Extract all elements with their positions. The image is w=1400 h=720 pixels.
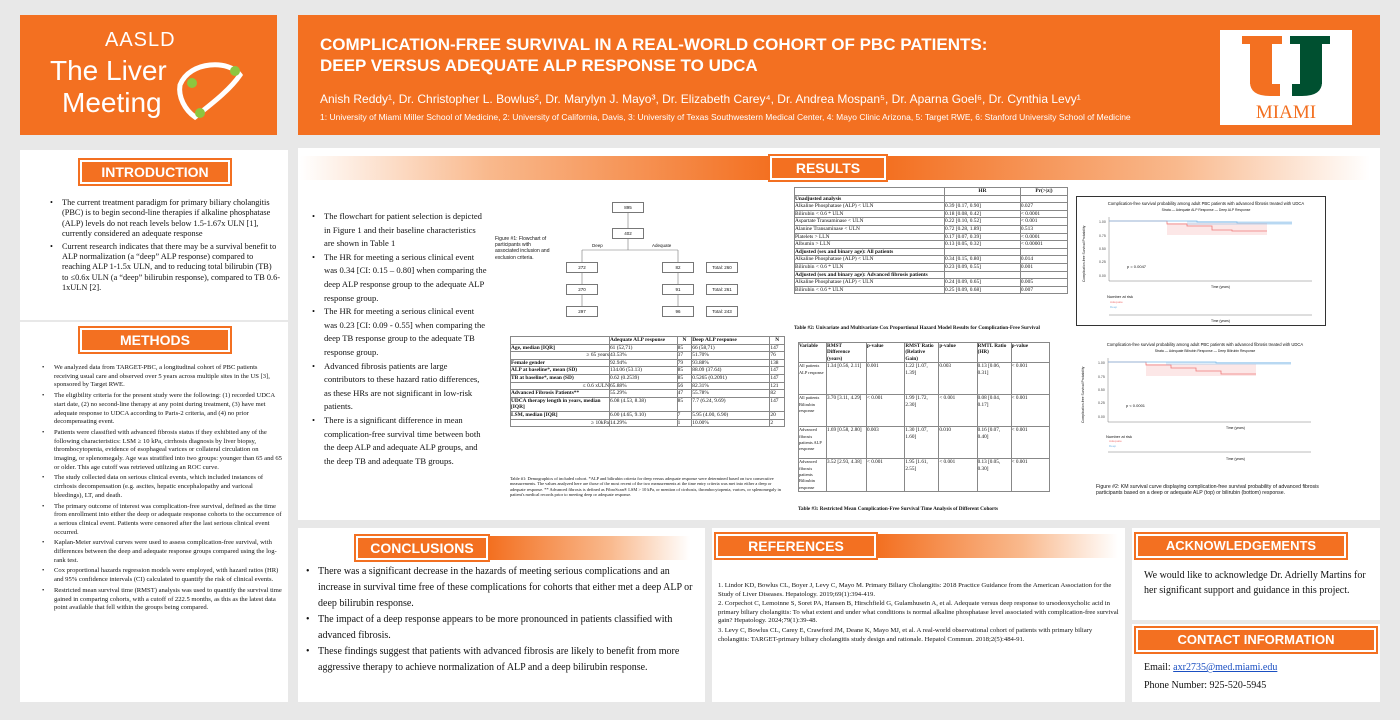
table1-header-row — [511, 337, 785, 345]
table-row — [795, 263, 1068, 271]
references-heading: REFERENCES — [716, 534, 876, 558]
km-plot-bilirubin — [1076, 338, 1326, 468]
table-cell: 55.78% — [692, 390, 770, 398]
table-row — [511, 382, 785, 390]
table-cell: 47 — [677, 390, 692, 398]
table-cell: 51.70% — [692, 352, 770, 360]
references-banner — [878, 534, 1118, 558]
table-cell: 0.17 [0.07, 0.39] — [945, 233, 1021, 241]
table-cell: 0.39 [0.17, 0.90] — [945, 203, 1021, 211]
table-cell: 0.001 — [1020, 263, 1067, 271]
results-bullet: • The flowchart for patient selection is depicted in Figure 1 and their baseline characteristics are shown in Table 1 — [312, 210, 487, 251]
table-cell: 2 — [770, 419, 785, 427]
umiami-wordmark: MIAMI — [1255, 102, 1317, 123]
table-cell: 66 (58,71) — [692, 344, 770, 352]
flow-box: 270 — [566, 284, 598, 295]
table-cell: 0.18 [0.08, 0.42] — [945, 210, 1021, 218]
table-cell: 0.62 (0.2539) — [609, 374, 677, 382]
table-cell — [1020, 248, 1067, 256]
svg-text:0.25: 0.25 — [1098, 401, 1105, 405]
table-cell: 76 — [770, 352, 785, 360]
table-cell: Platelets > LLN — [795, 233, 945, 241]
affiliations: 1: University of Miami Miller School of Medicine, 2: University of California, Davis, 3: University of Texas Southwestern Medical Center, 4: Mayo Clinic Arizona, 5: Target RWE, 6: Stanford University School of Medicine — [320, 112, 1131, 122]
references-panel — [712, 528, 1125, 702]
svg-text:0.00: 0.00 — [1099, 274, 1106, 278]
table-cell: Bilirubin < 0.6 * ULN — [795, 263, 945, 271]
table-cell: 0.24 [0.09, 0.65] — [945, 279, 1021, 287]
table-cell: Adjusted (sex and binary age): Advanced fibrosis patients — [795, 271, 945, 279]
table-row — [511, 367, 785, 375]
table-row — [795, 271, 1068, 279]
table-cell: 0.014 — [1020, 256, 1067, 264]
table-cell: 88.09 (37.64) — [692, 367, 770, 375]
table-cell: 147 — [770, 367, 785, 375]
table-cell: Alkaline Phosphatase (ALP) < ULN — [795, 203, 945, 211]
km-legend: Strata — Adequate Bilirubin Response — Deep Bilirubin Response — [1154, 349, 1256, 353]
svg-text:0.00: 0.00 — [1098, 415, 1105, 419]
km-xlabel: Time (years) — [1211, 285, 1230, 289]
table-cell: 0.08 [0.04, 0.17] — [977, 395, 1011, 427]
table-cell: < 0.0001 — [1020, 233, 1067, 241]
contact-email-label: Email: — [1144, 662, 1174, 673]
flow-box: Total: 261 — [706, 284, 738, 295]
table-cell: 85 — [677, 367, 692, 375]
km-chart-bilirubin — [1076, 338, 1326, 468]
table-row — [511, 419, 785, 427]
introduction-list — [50, 198, 280, 294]
conclusions-list — [306, 564, 698, 676]
table-cell: 1.99 [1.72, 2.30] — [905, 395, 939, 427]
table-cell: Albumin > LLN — [795, 241, 945, 249]
km-title: Complication-free survival probability among adult PBC patients with advanced fibrosis treated with UDCA — [1106, 342, 1304, 347]
table-row — [795, 286, 1068, 294]
table-row — [795, 210, 1068, 218]
table3-header: p-value — [867, 343, 905, 363]
table2-header — [795, 188, 945, 196]
table-cell: 10.00% — [692, 419, 770, 427]
flow-box: 272 — [566, 262, 598, 273]
table-cell: 6.08 (4.53, 8.38) — [609, 397, 677, 411]
table-row — [511, 397, 785, 411]
table-cell: TB at baseline*, mean (SD) — [511, 374, 610, 382]
logo-line3: Meeting — [62, 87, 162, 118]
table-cell: 93.88% — [692, 359, 770, 367]
table1-header: N — [770, 337, 785, 345]
table-cell: 147 — [770, 374, 785, 382]
table-cell: 134.06 (53.13) — [609, 367, 677, 375]
reference-item: 2. Corpechot C, Lemoinne S, Soret PA, Hansen B, Hirschfield G, Gulamhusein A, et al. Adequate versus deep response to ursodeoxycholic acid in primary biliary cholangitis: To what extent and under what conditions is normal alkaline phosphatase level associated with complication-free survival gain? Hepatology. 2024;79(1):39-48. — [718, 600, 1119, 625]
table2-caption: Table #2: Univariate and Multivariate Cox Proportional Hazard Model Results for Complication-Free Survival — [794, 325, 1040, 331]
methods-bullet: • We analyzed data from TARGET-PBC, a longitudinal cohort of PBC patients receiving usual care and observed over 5 years across multiple sites in the US [3], sponsored by Target RWE. — [42, 364, 282, 390]
conclusions-banner — [490, 536, 690, 560]
introduction-panel — [20, 150, 288, 320]
table-cell: Adjusted (sex and binary age): All patients — [795, 248, 945, 256]
figure1-caption: Figure #1: Flowchart of participants with associated inclusion and exclusion criteria. — [495, 236, 550, 261]
km-xlabel-risk: Time (years) — [1211, 319, 1230, 323]
results-bullet: • Advanced fibrosis patients are large contributors to these hazard ratio differences, as these HRs are not significant in low-risk patients. — [312, 360, 487, 414]
results-panel — [298, 148, 1380, 520]
km-plot-alp — [1077, 197, 1327, 327]
table-cell: Advanced fibrosis patients Bilirubin response — [799, 459, 827, 492]
table-row — [799, 363, 1050, 395]
table1-header: Adequate ALP response — [609, 337, 677, 345]
conclusions-bullet: • There was a significant decrease in the hazards of meeting serious complications and an increase in survival time free of these complications for cohorts that either met a deep ALP or deep bilirubin response. — [306, 564, 698, 612]
svg-text:1.00: 1.00 — [1099, 220, 1106, 224]
contact-email-link[interactable]: axr2735@med.miami.edu — [1173, 662, 1278, 673]
table-row — [795, 256, 1068, 264]
table-cell: 14.29% — [609, 419, 677, 427]
results-banner-right — [888, 156, 1370, 180]
table-row — [511, 352, 785, 360]
table-cell: 6.00 (4.65, 9.10) — [609, 411, 677, 419]
table-cell: 20 — [770, 411, 785, 419]
table-cell: 55.29% — [609, 390, 677, 398]
flow-box: 297 — [566, 306, 598, 317]
table3-header-row — [799, 343, 1050, 363]
results-heading: RESULTS — [770, 156, 886, 180]
table-cell: Bilirubin < 0.6 * ULN — [795, 210, 945, 218]
table-cell: 0.001 — [867, 363, 905, 395]
table-cell: < 0.001 — [1011, 395, 1049, 427]
svg-text:Deep: Deep — [1110, 305, 1118, 309]
contact-panel — [1132, 624, 1380, 702]
title-banner — [298, 15, 1380, 135]
table-cell: < 0.0001 — [1020, 210, 1067, 218]
table1-caption: Table #1: Demographics of included cohort. *ALP and bilirubin criteria for deep versus adequate response were determined based on two consecutive measurements. The values analyzed here are those of the most recent of the two measurements at the time entry criteria was met into either a deep or adequate response. ** Advanced fibrosis is defined as FibroScan® LSM > 10 kPa, or mention of cirrhosis, thrombocytopenia, varices, or splenomegaly in patient's medical records prior to meeting deep or adequate response. — [510, 476, 781, 498]
table-cell: ≤ 0.6 xULN — [511, 382, 610, 390]
table-cell: Advanced Fibrosis Patients** — [511, 390, 610, 398]
km-pvalue: p < 0.0001 — [1126, 403, 1146, 408]
conclusions-bullet: • The impact of a deep response appears to be more pronounced in patients classified with advanced fibrosis. — [306, 612, 698, 644]
table-cell: 0.22 [0.10, 0.52] — [945, 218, 1021, 226]
table-row — [795, 233, 1068, 241]
table3-header: RMST Difference (years) — [827, 343, 867, 363]
table2-header: HR — [945, 188, 1021, 196]
km-ci-deep — [1187, 221, 1292, 225]
flow-box: Total: 243 — [706, 306, 738, 317]
table-row — [795, 203, 1068, 211]
table-cell: < 0.001 — [867, 395, 905, 427]
flow-box: 96 — [662, 306, 694, 317]
table-row — [511, 359, 785, 367]
table-cell: ALP at baseline*, mean (SD) — [511, 367, 610, 375]
flow-box-mid: 402 — [612, 228, 644, 239]
methods-panel — [20, 322, 288, 702]
methods-bullet: • The primary outcome of interest was complication-free survival, defined as the time from enrollment into either the deep or adequate response cohorts to the occurrence of a serious clinical event. Patients were censored after the last serious clinical event occurred. — [42, 503, 282, 538]
figure1-flowchart — [556, 190, 796, 330]
table-row — [511, 374, 785, 382]
table3-header: Variable — [799, 343, 827, 363]
table-cell: ≥ 65 years — [511, 352, 610, 360]
flow-label-deep: Deep — [592, 243, 603, 248]
table-cell: 0.010 — [939, 427, 977, 459]
table-cell: 147 — [770, 397, 785, 411]
reference-item: 1. Lindor KD, Bowlus CL, Boyer J, Levy C, Mayo M. Primary Biliary Cholangitis: 2018 Practice Guidance from the American Association for the Study of Liver Diseases. Hepatology. 2019;69(1):394-419. — [718, 582, 1112, 598]
table-cell: 147 — [770, 344, 785, 352]
results-bullet: • The HR for meeting a serious clinical event was 0.34 [CI: 0.15 – 0.80] when comparing the deep ALP response group to the adequate ALP response group. — [312, 251, 487, 305]
results-bullet: • There is a significant difference in mean complication-free survival time between both the deep ALP and adequate ALP groups, and the deep TB and adequate TB groups. — [312, 414, 487, 468]
table1-header: N — [677, 337, 692, 345]
table-cell: Bilirubin < 0.6 * ULN — [795, 286, 945, 294]
table-cell: 0.34 [0.15, 0.80] — [945, 256, 1021, 264]
table-cell: Alkaline Phosphatase (ALP) < ULN — [795, 279, 945, 287]
table-cell: 37 — [677, 352, 692, 360]
table-cell: 82.31% — [692, 382, 770, 390]
km-chart-alp — [1076, 196, 1326, 326]
table-cell: 1.69 [0.58, 2.80] — [827, 427, 867, 459]
reference-item: 3. Levy C, Bowlus CL, Carey E, Crawford JM, Deane K, Mayo MJ, et al. A real-world observational cohort of patients with primary biliary cholangitis: TARGET-primary biliary cholangitis study design and rationale. Hepatol Commun. 2018;2(5):484-91. — [718, 626, 1093, 643]
table-cell: 0.007 — [1020, 286, 1067, 294]
table-cell: 0.25 [0.09, 0.68] — [945, 286, 1021, 294]
table-row — [799, 427, 1050, 459]
table-cell: 1.95 [1.61, 2.55] — [905, 459, 939, 492]
km-ci-adequate — [1146, 364, 1256, 376]
table-cell: 43.53% — [609, 352, 677, 360]
table-cell: 138 — [770, 359, 785, 367]
table-cell: 0.16 [0.07, 0.40] — [977, 427, 1011, 459]
km-risk-label: Number at risk — [1106, 434, 1133, 439]
acknowledgements-heading: ACKNOWLEDGEMENTS — [1136, 534, 1346, 558]
liver-logo-icon — [170, 55, 250, 125]
table-cell: 56 — [677, 382, 692, 390]
authors: Anish Reddy¹, Dr. Christopher L. Bowlus², Dr. Marylyn J. Mayo³, Dr. Elizabeth Carey⁴, Dr. Andrea Mospan⁵, Dr. Aparna Goel⁶, Dr. Cynthia Levy¹ — [320, 92, 1081, 106]
table1 — [510, 336, 785, 427]
methods-bullet: • The eligibility criteria for the present study were the following: (1) recorded UDCA start date, (2) no second-line therapy at any point during treatment, (3) have met adequate response to UDCA according to Paris-2 criteria, and (4) no prior decompensating event. — [42, 392, 282, 427]
conclusions-bullet: • These findings suggest that patients with advanced fibrosis are likely to benefit from more aggressive therapy to achieve normalization of ALP and a deep bilirubin response. — [306, 644, 698, 676]
flow-box: 82 — [662, 262, 694, 273]
km-ci-deep — [1166, 362, 1291, 365]
table-cell: Advanced fibrosis patients ALP response — [799, 427, 827, 459]
table-cell: Aspartate Transaminase < ULN — [795, 218, 945, 226]
table-row — [795, 248, 1068, 256]
table-row — [511, 411, 785, 419]
table3-header: RMTL Ratio (HR) — [977, 343, 1011, 363]
table-cell: 0.027 — [1020, 203, 1067, 211]
table2-header: Pr(>|z|) — [1020, 188, 1067, 196]
intro-bullet: • The current treatment paradigm for primary biliary cholangitis (PBC) is to begin second-line therapies if alkaline phosphatase (ALP) levels do not reach levels below 1.5-1.67x ULN [1], currently considered an adequate response — [50, 198, 280, 240]
table-cell: Unadjusted analysis — [795, 195, 945, 203]
table-cell: 1.22 [1.07, 1.39] — [905, 363, 939, 395]
acknowledgements-panel — [1132, 528, 1380, 620]
table-cell: 7.7 (6.24, 9.69) — [692, 397, 770, 411]
svg-text:Deep: Deep — [1109, 444, 1117, 448]
table-cell: 0.513 — [1020, 225, 1067, 233]
table-cell: LSM, median [IQR] — [511, 411, 610, 419]
table-cell: 0.003 — [867, 427, 905, 459]
contact-phone: Phone Number: 925-520-5945 — [1144, 680, 1267, 691]
table-row — [511, 344, 785, 352]
u-logo-icon — [1240, 36, 1332, 98]
svg-text:1.00: 1.00 — [1098, 361, 1105, 365]
table-row — [795, 241, 1068, 249]
methods-bullet: • Patients were classified with advanced fibrosis status if they exhibited any of the following characteristics: LSM ≥ 10 kPa, cirrhosis diagnosis by liver biopsy, thrombocytopenia, evidence of esophageal varices or collateral circulation on imaging, or splenomegaly. Age was stratified into two groups: younger than 65 and 65 or older. This age cutoff was retrieved utilizing an ROC curve. — [42, 429, 282, 473]
table-cell: 82 — [770, 390, 785, 398]
conference-logo — [20, 15, 277, 135]
conclusions-panel — [298, 528, 705, 702]
table-cell: Alanine Transaminase < ULN — [795, 225, 945, 233]
table-cell: 0.23 [0.09, 0.55] — [945, 263, 1021, 271]
table-cell: 3.52 [2.93, 4.38] — [827, 459, 867, 492]
logo-aasld: AASLD — [105, 29, 176, 51]
table-cell: 0.13 [0.05, 0.30] — [977, 459, 1011, 492]
results-list — [312, 210, 487, 468]
flow-label-adequate: Adequate — [652, 243, 672, 248]
svg-text:0.25: 0.25 — [1099, 260, 1106, 264]
km-ylabel: Complication-free Survival Probability — [1081, 366, 1085, 423]
table3-header: p-value — [939, 343, 977, 363]
table-cell: ≥ 10kPa — [511, 419, 610, 427]
km-pvalue: p = 0.0047 — [1127, 264, 1147, 269]
table3-header: p-value — [1011, 343, 1049, 363]
svg-text:0.50: 0.50 — [1099, 247, 1106, 251]
table-cell — [1020, 271, 1067, 279]
table-row — [511, 390, 785, 398]
methods-bullet: • Restricted mean survival time (RMST) analysis was used to quantify the survival time gained in comparing cohorts, with a cutoff of 222.5 months, as this as the latest data point available that fell within the groups being compared. — [42, 587, 282, 613]
table-cell: 0.005 — [1020, 279, 1067, 287]
table-cell: UDCA therapy length in years, median [IQR] — [511, 397, 610, 411]
table-cell: 61 (52,71) — [609, 344, 677, 352]
figure2-caption: Figure #2: KM survival curve displaying complication-free survival probability of advanced fibrosis participants based on a deep or adequate ALP (top) or bilirubin (bottom) response. — [1096, 484, 1319, 497]
methods-bullet: • Kaplan-Meier survival curves were used to assess complication-free survival, with differences between the deep and adequate response groups compared using the log-rank test. — [42, 539, 282, 565]
contact-email-line — [1144, 662, 1277, 673]
km-risk-label: Number at risk — [1107, 294, 1134, 299]
results-bullet: • The HR for meeting a serious clinical event was 0.23 [CI: 0.09 - 0.55] when comparing the deep TB response group to the adequate TB response group. — [312, 305, 487, 359]
km-grid — [1099, 220, 1106, 278]
acknowledgements-text: We would like to acknowledge Dr. Adrielly Martins for her significant support and guidance in this project. — [1144, 570, 1366, 596]
table-row — [795, 225, 1068, 233]
table3-caption: Table #3: Restricted Mean Complication-Free Survival Time Analysis of Different Cohorts — [798, 506, 998, 512]
methods-bullet: • The study collected data on serious clinical events, which included instances of cirrhosis decompensation (e.g. ascites, hepatic encephalopathy and variceal bleedings), LT, and death. — [42, 474, 282, 500]
table-cell: < 0.001 — [1020, 218, 1067, 226]
svg-text:0.75: 0.75 — [1099, 234, 1106, 238]
methods-heading: METHODS — [80, 328, 230, 352]
km-legend: Strata — Adequate ALP Response — Deep ALP Response — [1161, 208, 1251, 212]
table3 — [798, 342, 1050, 492]
methods-bullet: • Cox proportional hazards regression models were employed, with hazard ratios (HR) and 95% confidence intervals (CI) calculated to quantify the risk of clinical events. — [42, 567, 282, 584]
svg-text:Adequate: Adequate — [1110, 300, 1123, 304]
poster-title-line1: COMPLICATION-FREE SURVIVAL IN A REAL-WORLD COHORT OF PBC PATIENTS: — [320, 35, 988, 54]
table-cell — [945, 248, 1021, 256]
table-cell: 5.95 (4.00, 6.90) — [692, 411, 770, 419]
table-cell: 0.5265 (0.2091) — [692, 374, 770, 382]
table-cell: 0.003 — [939, 363, 977, 395]
table-cell: 65.88% — [609, 382, 677, 390]
table-row — [795, 218, 1068, 226]
logo-line2: The Liver — [50, 55, 167, 86]
table2 — [794, 187, 1068, 294]
km-ylabel: Complication-free Survival Probability — [1082, 225, 1086, 282]
km-title: Complication-free survival probability among adult PBC patients with advanced fibrosis treated with UDCA — [1107, 201, 1305, 206]
table-row — [799, 459, 1050, 492]
table-row — [795, 279, 1068, 287]
table-cell: < 0.001 — [939, 459, 977, 492]
table-cell: < 0.001 — [1011, 427, 1049, 459]
svg-text:0.75: 0.75 — [1098, 375, 1105, 379]
table-row — [799, 395, 1050, 427]
flow-box: 91 — [662, 284, 694, 295]
table-cell: All patients ALP response — [799, 363, 827, 395]
table-cell — [945, 271, 1021, 279]
results-banner-left — [300, 156, 770, 180]
table-cell: 85 — [677, 374, 692, 382]
table-cell: 79 — [677, 359, 692, 367]
km-xlabel-risk: Time (years) — [1226, 457, 1245, 461]
svg-text:Adequate: Adequate — [1109, 439, 1122, 443]
flow-box-top: 895 — [612, 202, 644, 213]
methods-list — [42, 364, 282, 613]
table-cell: 85 — [677, 397, 692, 411]
table-cell — [945, 195, 1021, 203]
table-cell: < 0.001 — [1011, 459, 1049, 492]
svg-text:0.50: 0.50 — [1098, 388, 1105, 392]
table-cell: 1 — [677, 419, 692, 427]
table-cell: < 0.001 — [867, 459, 905, 492]
km-grid — [1098, 361, 1105, 419]
flow-box: Total: 260 — [706, 262, 738, 273]
table-row — [795, 195, 1068, 203]
table-cell: < 0.00001 — [1020, 241, 1067, 249]
table-cell: 0.13 [0.06, 0.31] — [977, 363, 1011, 395]
table-cell: 85 — [677, 344, 692, 352]
table2-header-row — [795, 188, 1068, 196]
table-cell: 0.13 [0.05, 0.32] — [945, 241, 1021, 249]
table-cell: < 0.001 — [939, 395, 977, 427]
table-cell: 3.70 [3.11, 4.29] — [827, 395, 867, 427]
introduction-heading: INTRODUCTION — [80, 160, 230, 184]
table1-header: Deep ALP response — [692, 337, 770, 345]
table-cell: 1.34 [0.56, 2.11] — [827, 363, 867, 395]
table3-header: RMST Ratio (Relative Gain) — [905, 343, 939, 363]
table1-header — [511, 337, 610, 345]
table-cell: Female gender — [511, 359, 610, 367]
table-cell: Age, median [IQR] — [511, 344, 610, 352]
intro-bullet: • Current research indicates that there may be a survival benefit to ALP normalization (a “deep” ALP response) compared to reaching ALP 1-1.5x ULN, and to reducing total bilirubin (TB) to ≤0.6x ULN (a “deep” bilirubin response), compared to TB 0.6-1xULN [2]. — [50, 242, 280, 294]
flow-connectors — [556, 190, 796, 330]
table-cell: 1.30 [1.07, 1.60] — [905, 427, 939, 459]
contact-heading: CONTACT INFORMATION — [1136, 628, 1376, 652]
poster-title-line2: DEEP VERSUS ADEQUATE ALP RESPONSE TO UDCA — [320, 56, 758, 75]
table-cell: 0.72 [0.28, 1.89] — [945, 225, 1021, 233]
table-cell: 7 — [677, 411, 692, 419]
table-cell: 121 — [770, 382, 785, 390]
table-cell — [1020, 195, 1067, 203]
table-cell: 92.94% — [609, 359, 677, 367]
table-cell: < 0.001 — [1011, 363, 1049, 395]
table-cell: Alkaline Phosphatase (ALP) < ULN — [795, 256, 945, 264]
km-xlabel: Time (years) — [1226, 426, 1245, 430]
conclusions-heading: CONCLUSIONS — [356, 536, 488, 560]
umiami-logo — [1220, 30, 1352, 125]
table-cell: All patients Bilirubin response — [799, 395, 827, 427]
references-list — [718, 582, 1120, 644]
